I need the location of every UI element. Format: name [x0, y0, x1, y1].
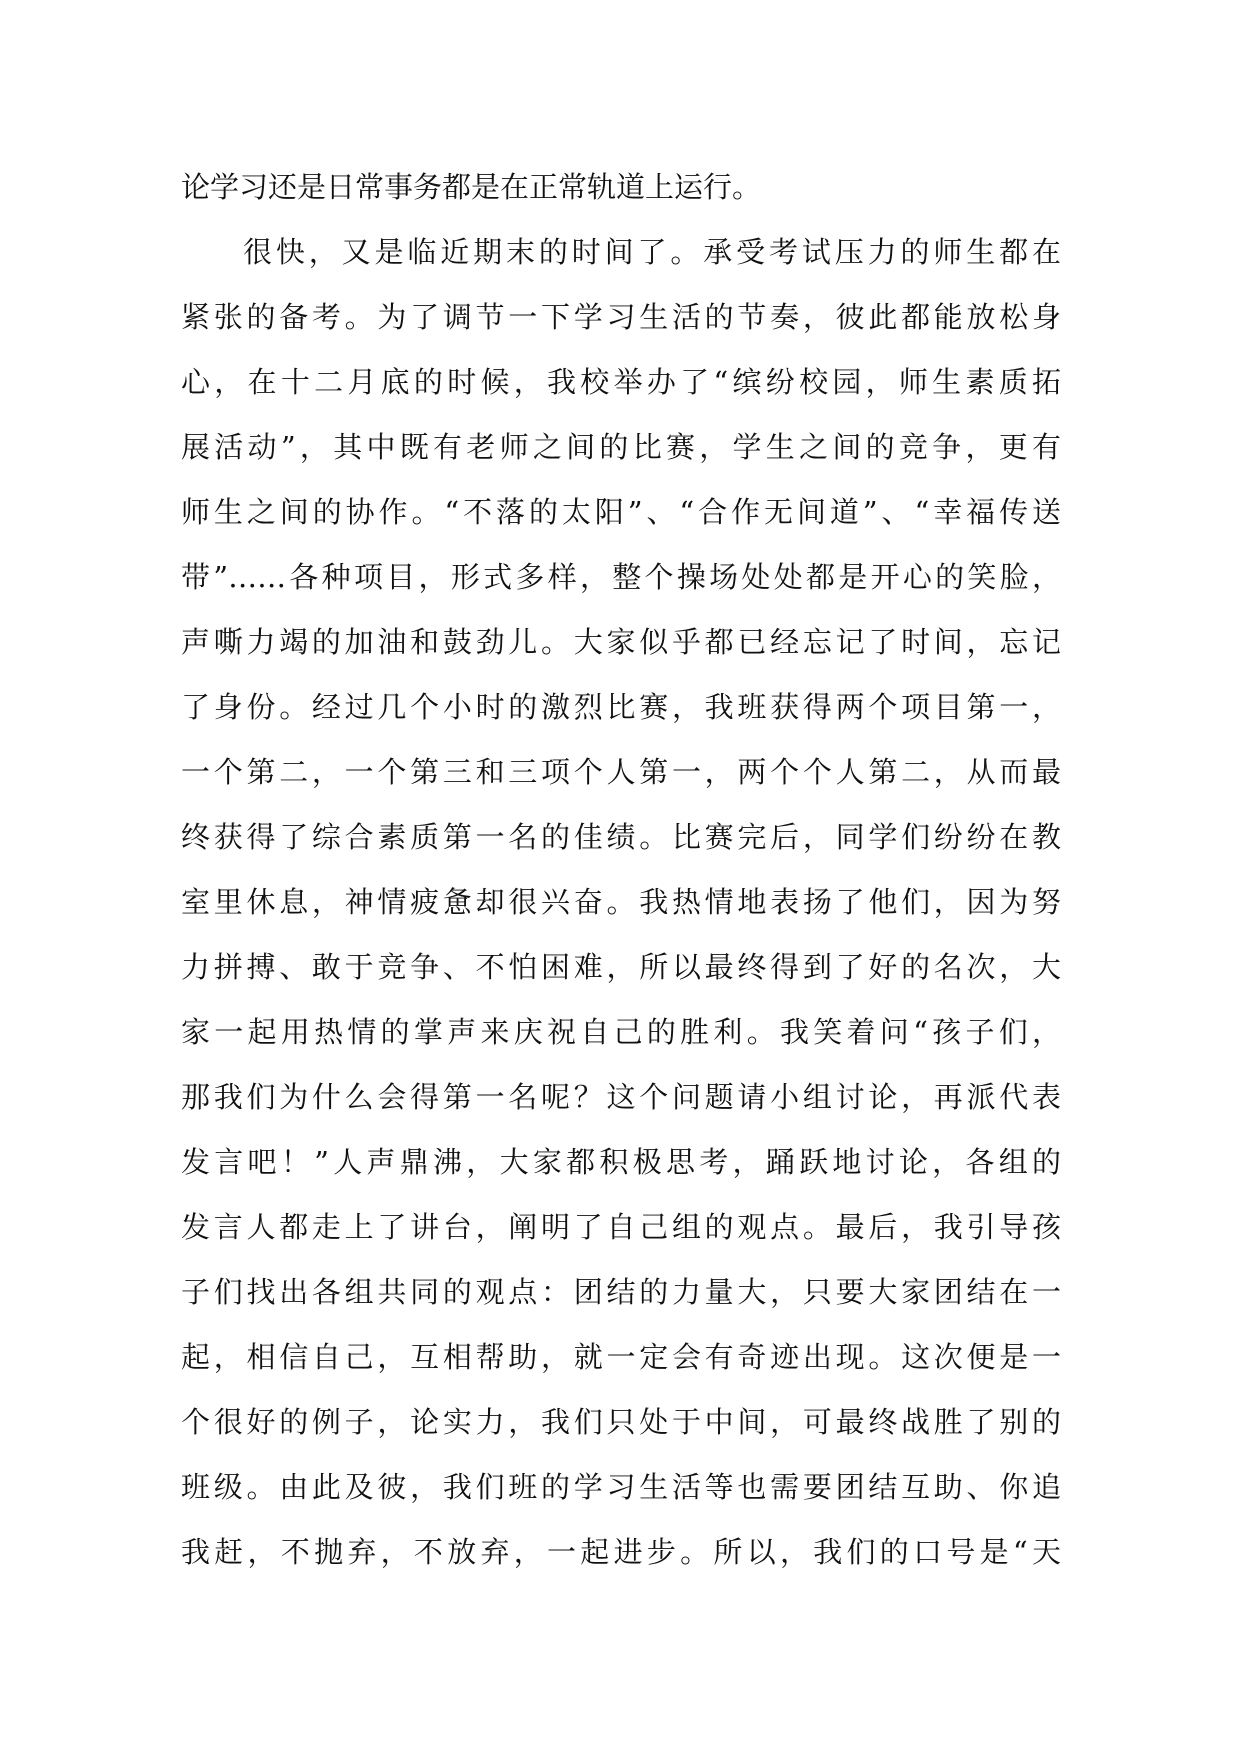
text-line: 发言人都走上了讲台，阐明了自己组的观点。最后，我引导孩: [181, 1210, 1061, 1244]
text-line: 带”……各种项目，形式多样，整个操场处处都是开心的笑脸，: [181, 560, 1061, 594]
text-line: 师生之间的协作。“不落的太阳”、“合作无间道”、“幸福传送: [181, 495, 1061, 529]
body-text: [181, 155, 1061, 1585]
text-line: 展活动”，其中既有老师之间的比赛，学生之间的竞争，更有: [181, 430, 1061, 464]
text-line: 终获得了综合素质第一名的佳绩。比赛完后，同学们纷纷在教: [181, 820, 1061, 854]
text-line: 声嘶力竭的加油和鼓劲儿。大家似乎都已经忘记了时间，忘记: [181, 625, 1061, 659]
text-line: 室里休息，神情疲惫却很兴奋。我热情地表扬了他们，因为努: [181, 885, 1061, 919]
text-line: 了身份。经过几个小时的激烈比赛，我班获得两个项目第一，: [181, 690, 1061, 724]
text-line: 紧张的备考。为了调节一下学习生活的节奏，彼此都能放松身: [181, 300, 1061, 334]
text-line: 子们找出各组共同的观点：团结的力量大，只要大家团结在一: [181, 1275, 1061, 1309]
text-line: 心，在十二月底的时候，我校举办了“缤纷校园，师生素质拓: [181, 365, 1061, 399]
text-line: 一个第二，一个第三和三项个人第一，两个个人第二，从而最: [181, 755, 1061, 789]
text-line: 起，相信自己，互相帮助，就一定会有奇迹出现。这次便是一: [181, 1340, 1061, 1374]
text-line: 发言吧！”人声鼎沸，大家都积极思考，踊跃地讨论，各组的: [181, 1145, 1061, 1179]
text-line: 那我们为什么会得第一名呢？这个问题请小组讨论，再派代表: [181, 1080, 1061, 1114]
paragraph-start-line: 很快，又是临近期末的时间了。承受考试压力的师生都在: [243, 235, 1061, 269]
text-line: 家一起用热情的掌声来庆祝自己的胜利。我笑着问“孩子们，: [181, 1015, 1061, 1049]
text-line: 力拼搏、敢于竞争、不怕困难，所以最终得到了好的名次，大: [181, 950, 1061, 984]
text-line: 个很好的例子，论实力，我们只处于中间，可最终战胜了别的: [181, 1405, 1061, 1439]
text-line: 班级。由此及彼，我们班的学习生活等也需要团结互助、你追: [181, 1470, 1061, 1504]
text-line: 论学习还是日常事务都是在正常轨道上运行。: [181, 170, 762, 204]
text-line: 我赶，不抛弃，不放弃，一起进步。所以，我们的口号是“天: [181, 1535, 1061, 1569]
